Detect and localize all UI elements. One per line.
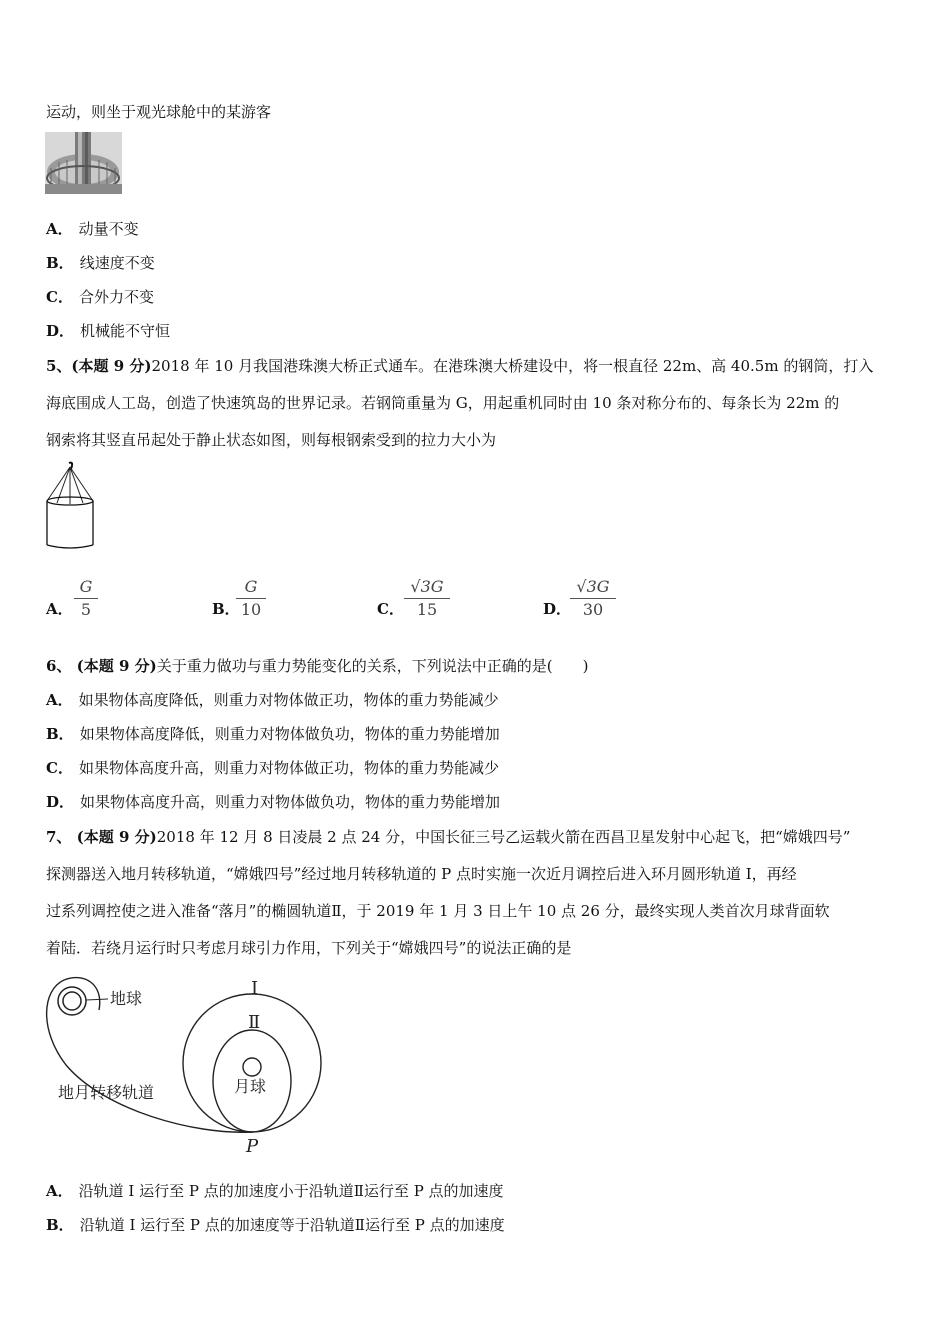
q7-stem-line1: 7、 (本题 9 分)2018 年 12 月 8 日凌晨 2 点 24 分，中国长征三号乙运载火箭在西昌卫星发射中心起飞，把“嫦娥四号” bbox=[46, 828, 851, 846]
q5-stem-line2: 海底围成人工岛，创造了快速筑岛的世界记录。若钢筒重量为 G，用起重机同时由 10 条对称分布的、每条长为 22m 的 bbox=[46, 394, 840, 412]
q7-option-b: B． 沿轨道 I 运行至 P 点的加速度等于沿轨道Ⅱ运行至 P 点的加速度 bbox=[46, 1216, 505, 1234]
q6-option-c: C． 如果物体高度升高，则重力对物体做正功，物体的重力势能减少 bbox=[46, 759, 499, 777]
moon-circle bbox=[243, 1058, 261, 1076]
q5-option-d-label: D． bbox=[543, 600, 572, 618]
q5-option-b-fraction: $\frac{G}{10}$ bbox=[236, 578, 266, 619]
orbit-1-label: I bbox=[251, 978, 259, 999]
q4-option-d: D． 机械能不守恒 bbox=[46, 322, 171, 340]
point-p-label: P bbox=[246, 1136, 259, 1157]
q7-stem-line3: 过系列调控使之进入准备“落月”的椭圆轨道Ⅱ，于 2019 年 1 月 3 日上午 10 点 26 分，最终实现人类首次月球背面软 bbox=[46, 902, 830, 920]
q5-option-c-fraction: $\frac{√3G}{15}$ bbox=[404, 578, 450, 619]
q7-stem-line2: 探测器送入地月转移轨道，“嫦娥四号”经过地月转移轨道的 P 点时实施一次近月调控后进入环月圆形轨道 I，再经 bbox=[46, 865, 797, 883]
transfer-orbit-label: 地月转移轨道 bbox=[58, 1083, 155, 1102]
q5-option-a-label: A． bbox=[46, 600, 73, 618]
q6-option-a: A． 如果物体高度降低，则重力对物体做正功，物体的重力势能减少 bbox=[46, 691, 499, 709]
q4-stem-tail: 运动，则坐于观光球舱中的某游客 bbox=[46, 103, 272, 121]
earth-label: 地球 bbox=[110, 989, 143, 1008]
earth-inner-circle bbox=[63, 992, 81, 1010]
earth-leader-line bbox=[86, 999, 108, 1000]
moon-label: 月球 bbox=[234, 1077, 267, 1096]
q5-stem-line3: 钢索将其竖直吊起处于静止状态如图，则每根钢索受到的拉力大小为 bbox=[46, 431, 497, 449]
q5-option-d-fraction: $\frac{√3G}{30}$ bbox=[570, 578, 616, 619]
q5-option-c-label: C． bbox=[377, 600, 404, 618]
orbit-2-label: Ⅱ bbox=[248, 1012, 261, 1033]
q7-option-a: A． 沿轨道 I 运行至 P 点的加速度小于沿轨道Ⅱ运行至 P 点的加速度 bbox=[46, 1182, 504, 1200]
q5-option-b-label: B． bbox=[212, 600, 240, 618]
q6-option-b: B． 如果物体高度降低，则重力对物体做负功，物体的重力势能增加 bbox=[46, 725, 500, 743]
q5-option-a-fraction: $\frac{G}{5}$ bbox=[74, 578, 98, 619]
q7-stem-line4: 着陆．若绕月运行时只考虑月球引力作用，下列关于“嫦娥四号”的说法正确的是 bbox=[46, 939, 572, 957]
observation-wheel-photo bbox=[45, 132, 122, 194]
q5-stem-line1: 5、(本题 9 分)2018 年 10 月我国港珠澳大桥正式通车。在港珠澳大桥建设中，将一根直径 22m、高 40.5m 的钢筒，打入 bbox=[46, 357, 874, 375]
q6-option-d: D． 如果物体高度升高，则重力对物体做负功，物体的重力势能增加 bbox=[46, 793, 501, 811]
q6-stem: 6、 (本题 9 分)关于重力做功与重力势能变化的关系，下列说法中正确的是( ) bbox=[46, 657, 589, 675]
steel-cylinder-figure bbox=[45, 461, 95, 551]
q4-option-b: B． 线速度不变 bbox=[46, 254, 155, 272]
q4-option-a: A． 动量不变 bbox=[46, 220, 139, 238]
orbit-diagram bbox=[44, 970, 334, 1160]
q4-option-c: C． 合外力不变 bbox=[46, 288, 154, 306]
earth-outer-circle bbox=[58, 987, 86, 1015]
